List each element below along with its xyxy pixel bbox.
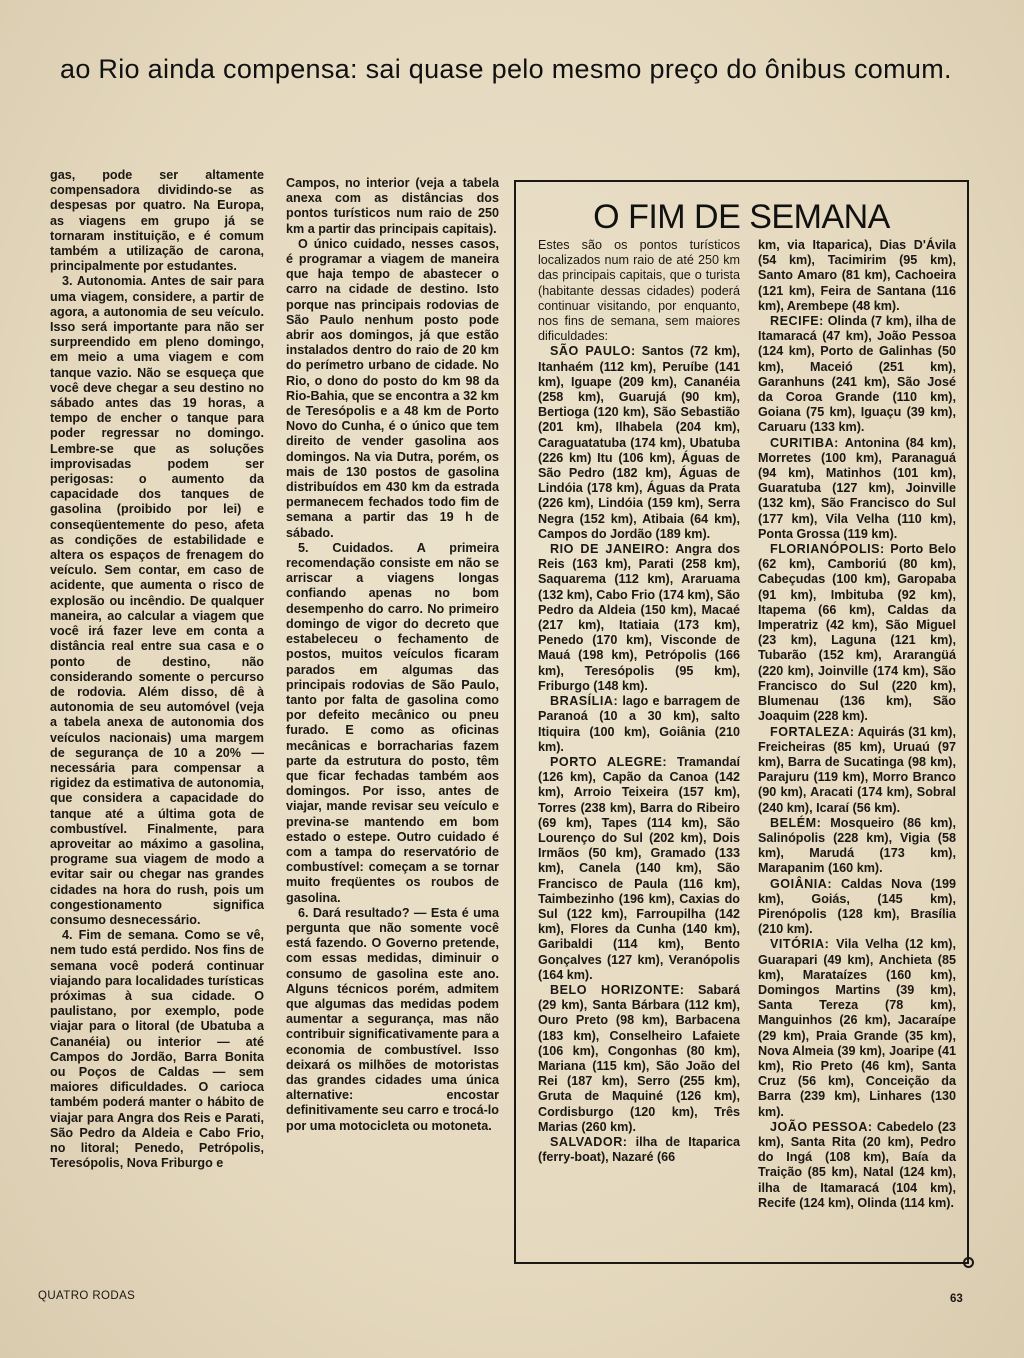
- city-name: BELÉM:: [770, 815, 822, 830]
- destination-text: Cabedelo (23 km), Santa Rita (20 km), Pedro do Ingá (108 km), Baía da Traição (85 km), Natal (124 km), ilha de Itamaracá (104 km), Recife (124 km), Olinda (114 km).: [758, 1119, 957, 1210]
- destination-entry: [758, 877, 956, 938]
- destination-entry: [538, 755, 740, 983]
- destination-entry: [758, 937, 956, 1119]
- destination-text: Santos (72 km), Itanhaém (112 km), Peruíbe (141 km), Iguape (209 km), Cananéia (258 km), Guarujá (90 km), Bertioga (120 km), São Sebastião (201 km), Ilhabela (204 km), Caraguatatuba (174 km), Ubatuba (226 km) Itu (106 km), Águas de São Pedro (182 km), Águas de Lindóia (178 km), Águas da Prata (226 km), Lindóia (159 km), Serra Negra (152 km), Atibaia (64 km), Campos do Jordão (189 km).: [538, 344, 740, 541]
- city-name: FLORIANÓPOLIS:: [770, 542, 885, 557]
- destination-entry: [758, 1120, 956, 1211]
- box-column-right: [758, 238, 956, 1211]
- paragraph: O único cuidado, nesses casos, é programar a viagem de maneira que haja tempo de abastecer o carro na cidade de destino. Isto porque nas principais rodovias de São Paulo nenhum posto pode abrir aos domingos, já que estão instalados dentro do raio de 20 km do perímetro urbano de cidade. No Rio, o dono do posto do km 98 da Rio-Bahia, que se encontra a 32 km de Teresópolis e a 48 km de Porto Novo do Cunha, é o único que tem direito de vender gasolina aos domingos. Na via Dutra, porém, os mais de 130 postos de gasolina distribuídos em 430 km da estrada permanecem fechados todo fim de semana a partir das 19 h de sábado.: [286, 236, 499, 540]
- destination-text: Olinda (7 km), ilha de Itamaracá (47 km), João Pessoa (124 km), Porto de Galinhas (50 km), Maceió (251 km), Garanhuns (241 km), São José da Coroa Grande (110 km), Goiana (75 km), Iguaçu (39 km), Caruaru (133 km).: [758, 314, 956, 435]
- city-name: RECIFE:: [770, 314, 824, 329]
- city-name: VITÓRIA:: [770, 937, 830, 952]
- destination-entry: [758, 542, 956, 724]
- destination-text: ilha de Itaparica (ferry-boat), Nazaré (66: [538, 1134, 740, 1165]
- paragraph: gas, pode ser altamente compensadora dividindo-se as despesas por quatro. Na Europa, as viagens em grupo já se tornaram instituição, e é comum também a utilização de carona, principalmente por estudantes.: [50, 168, 264, 274]
- city-name: SALVADOR:: [550, 1134, 628, 1149]
- destination-entry: [758, 436, 956, 542]
- city-name: SÃO PAULO:: [550, 344, 636, 359]
- destination-entry: [758, 238, 956, 314]
- destination-text: Angra dos Reis (163 km), Parati (258 km), Saquarema (112 km), Araruama (132 km), Cabo Frio (174 km), São Pedro da Aldeia (150 km), Macaé (217 km), Itatiaia (173 km), Penedo (170 km), Visconde de Mauá (198 km), Petrópolis (166 km), Teresópolis (95 km), Friburgo (148 km).: [538, 542, 740, 693]
- destination-text: lago e barragem de Paranoá (10 a 30 km), salto Itiquira (100 km), Goiânia (210 km).: [538, 694, 741, 754]
- destination-entry: [758, 314, 956, 436]
- city-name: RIO DE JANEIRO:: [550, 542, 670, 557]
- city-name: JOÃO PESSOA:: [770, 1119, 873, 1134]
- destination-entry: [758, 725, 956, 816]
- city-name: FORTALEZA:: [770, 724, 855, 739]
- destination-text: Mosqueiro (86 km), Salinópolis (228 km), Vigia (58 km), Marudá (173 km), Marapanim (160 km).: [758, 815, 956, 876]
- destination-text: Caldas Nova (199 km), Goiás, (145 km), Pirenópolis (128 km), Brasília (210 km).: [758, 876, 956, 937]
- page-number: 63: [950, 1293, 963, 1305]
- box-title: O FIM DE SEMANA: [593, 198, 890, 236]
- city-name: PORTO ALEGRE:: [550, 754, 668, 769]
- paragraph: 3. Autonomia. Antes de sair para uma viagem, considere, a partir de agora, a autonomia de seu veículo. Isso será importante para não ser surpreendido em pleno domingo, em meio a uma viagem e com tanque vazio. Não se esqueça que você deve chegar a seu destino no sábado antes das 19 horas, a tempo de encher o tanque para poder regressar no domingo. Lembre-se que as soluções improvisadas podem ser perigosas: o aumento da capacidade dos tanques de gasolina (proibido por lei) e conseqüentemente do peso, afeta as condições de estabilidade e altera os espaços de frenagem do veículo. Sem contar, em caso de acidente, que aumenta o risco de explosão ou incêndio. De qualquer maneira, ao calcular a viagem que você irá fazer leve em conta a distância real entre sua casa e o ponto de destino, não considerando somente o percurso de rodovia. Além disso, dê à autonomia de seu automóvel (veja a tabela anexa de autonomia dos veículos nacionais) uma margem de segurança de 10 a 20% — necessária para compensar a rigidez da estimativa de autonomia, que considera a capacidade do tanque até a última gota de combustível. Finalmente, para aproveitar ao máximo a gasolina, programe sua viagem de modo a evitar sair ou chegar nas grandes cidades na hora do rush, pois um congestionamento significa consumo desnecessário.: [50, 274, 264, 927]
- magazine-name: QUATRO RODAS: [38, 1290, 136, 1302]
- end-mark-icon: [963, 1257, 974, 1268]
- city-name: BRASÍLIA:: [550, 694, 619, 709]
- destination-text: Porto Belo (62 km), Camboriú (80 km), Cabeçudas (100 km), Garopaba (91 km), Imbituba (92 km), Itapema (66 km), Caldas da Imperatriz (42 km), São Miguel (23 km), Laguna (121 km), Tubarão (152 km), Ararangüá (220 km), Joinville (174 km), São Francisco do Sul (220 km), Blumenau (136 km), São Joaquim (228 km).: [758, 542, 957, 724]
- article-column-1: [50, 168, 264, 1171]
- paragraph: 4. Fim de semana. Como se vê, nem tudo está perdido. Nos fins de semana você poderá continuar viajando para localidades turísticas próximas à sua cidade. O paulistano, por exemplo, pode viajar para o litoral (de Ubatuba a Cananéia) ou interior — até Campos do Jordão, Barra Bonita ou Poços de Caldas — sem maiores dificuldades. O carioca também poderá manter o hábito de viajar para Angra dos Reis e Parati, São Pedro da Aldeia e Cabo Frio, no litoral; Penedo, Petrópolis, Teresópolis, Nova Friburgo e: [50, 928, 264, 1171]
- destination-text: Sabará (29 km), Santa Bárbara (112 km), Ouro Preto (98 km), Barbacena (183 km), Conselheiro Lafaiete (106 km), Congonhas (80 km), Mariana (115 km), São João del Rei (187 km), Serro (255 km), Gruta de Maquiné (126 km), Cordisburgo (120 km), Três Marias (260 km).: [538, 982, 741, 1134]
- paragraph: 5. Cuidados. A primeira recomendação consiste em não se arriscar a viagens longas confiando apenas no bom desempenho do carro. No primeiro domingo de vigor do decreto que estabeleceu o fechamento de postos, muitos veículos ficaram parados em algumas das principais rodovias de São Paulo, tanto por falta de gasolina como por defeito mecânico ou pneu furado. E como as oficinas mecânicas e borracharias fazem parte da estrutura do posto, têm que ficar fechadas também aos domingos. Por isso, antes de viajar, mande revisar seu veículo e previna-se mantendo em bom estado o estepe. Outro cuidado é com a tampa do reservatório de combustível: começam a se tornar muito freqüentes os roubos de gasolina.: [286, 540, 499, 905]
- city-name: BELO HORIZONTE:: [550, 982, 685, 997]
- box-intro: Estes são os pontos turísticos localizados num raio de até 250 km das principais capitais, que o turista (habitante dessas cidades) poderá continuar visitando, por enquanto, nos fins de semana, sem maiores dificuldades:: [538, 238, 740, 344]
- paragraph: 6. Dará resultado? — Esta é uma pergunta que não somente você está fazendo. O Governo pretende, com essas medidas, diminuir o consumo de gasolina este ano. Alguns técnicos porém, admitem que algumas das medidas podem aumentar a segurança, mas não contribuir significativamente para a economia de combustível. Isso deixará os milhões de motoristas das grandes cidades uma única alternative: encostar definitivamente seu carro e trocá-lo por uma motocicleta ou motoneta.: [286, 905, 499, 1133]
- destination-entry: [538, 542, 740, 694]
- city-name: GOIÂNIA:: [770, 876, 833, 891]
- destination-text: Tramandaí (126 km), Capão da Canoa (142 km), Arroio Teixeira (157 km), Torres (238 km), Barra do Ribeiro (69 km), Tapes (114 km), São Lourenço do Sul (202 km), Dois Irmãos (50 km), Gramado (133 km), Canela (140 km), São Francisco de Paula (116 km), Taimbezinho (196 km), Caxias do Sul (122 km), Farroupilha (142 km), Flores da Cunha (140 km), Garibaldi (114 km), Bento Gonçalves (127 km), Veranópolis (164 km).: [538, 754, 740, 982]
- destination-entry: [758, 816, 956, 877]
- destination-list-right: [758, 238, 956, 1211]
- paragraph: Campos, no interior (veja a tabela anexa com as distâncias dos pontos turísticos num raio de 250 km a partir das principais capitais).: [286, 176, 499, 236]
- destination-entry: [538, 983, 740, 1135]
- destination-list-left: [538, 344, 740, 1165]
- destination-text: km, via Itaparica), Dias D'Ávila (54 km), Tacimirim (95 km), Santo Amaro (81 km), Cachoeira (121 km), Feira de Santana (116 km), Arembepe (48 km).: [758, 238, 956, 313]
- weekend-box: [514, 180, 969, 1264]
- destination-entry: [538, 344, 740, 542]
- box-column-left: [538, 238, 740, 1165]
- article-column-2: [286, 176, 499, 1134]
- city-name: CURITIBA:: [770, 435, 839, 450]
- headline: ao Rio ainda compensa: sai quase pelo mesmo preço do ônibus comum.: [60, 54, 952, 84]
- destination-text: Antonina (84 km), Morretes (100 km), Paranaguá (94 km), Matinhos (101 km), Guaratuba (127 km), Joinville (132 km), São Francisco do Sul (177 km), Vila Velha (110 km), Ponta Grossa (119 km).: [758, 435, 956, 541]
- destination-text: Aquirás (31 km), Freicheiras (85 km), Uruaú (97 km), Barra de Sucatinga (98 km), Parajuru (119 km), Morro Branco (90 km), Aracati (174 km), Sobral (240 km), Icaraí (56 km).: [758, 724, 956, 815]
- destination-entry: [538, 1135, 740, 1165]
- destination-text: Vila Velha (12 km), Guarapari (49 km), Anchieta (85 km), Marataízes (160 km), Domingos Martins (39 km), Santa Tereza (78 km), Manguinhos (26 km), Jacaraípe (29 km), Praia Grande (35 km), Nova Almeia (39 km), Joaripe (41 km), Rio Preto (46 km), Santa Cruz (56 km), Conceição da Barra (239 km), Linhares (130 km).: [758, 937, 956, 1119]
- destination-entry: [538, 694, 740, 755]
